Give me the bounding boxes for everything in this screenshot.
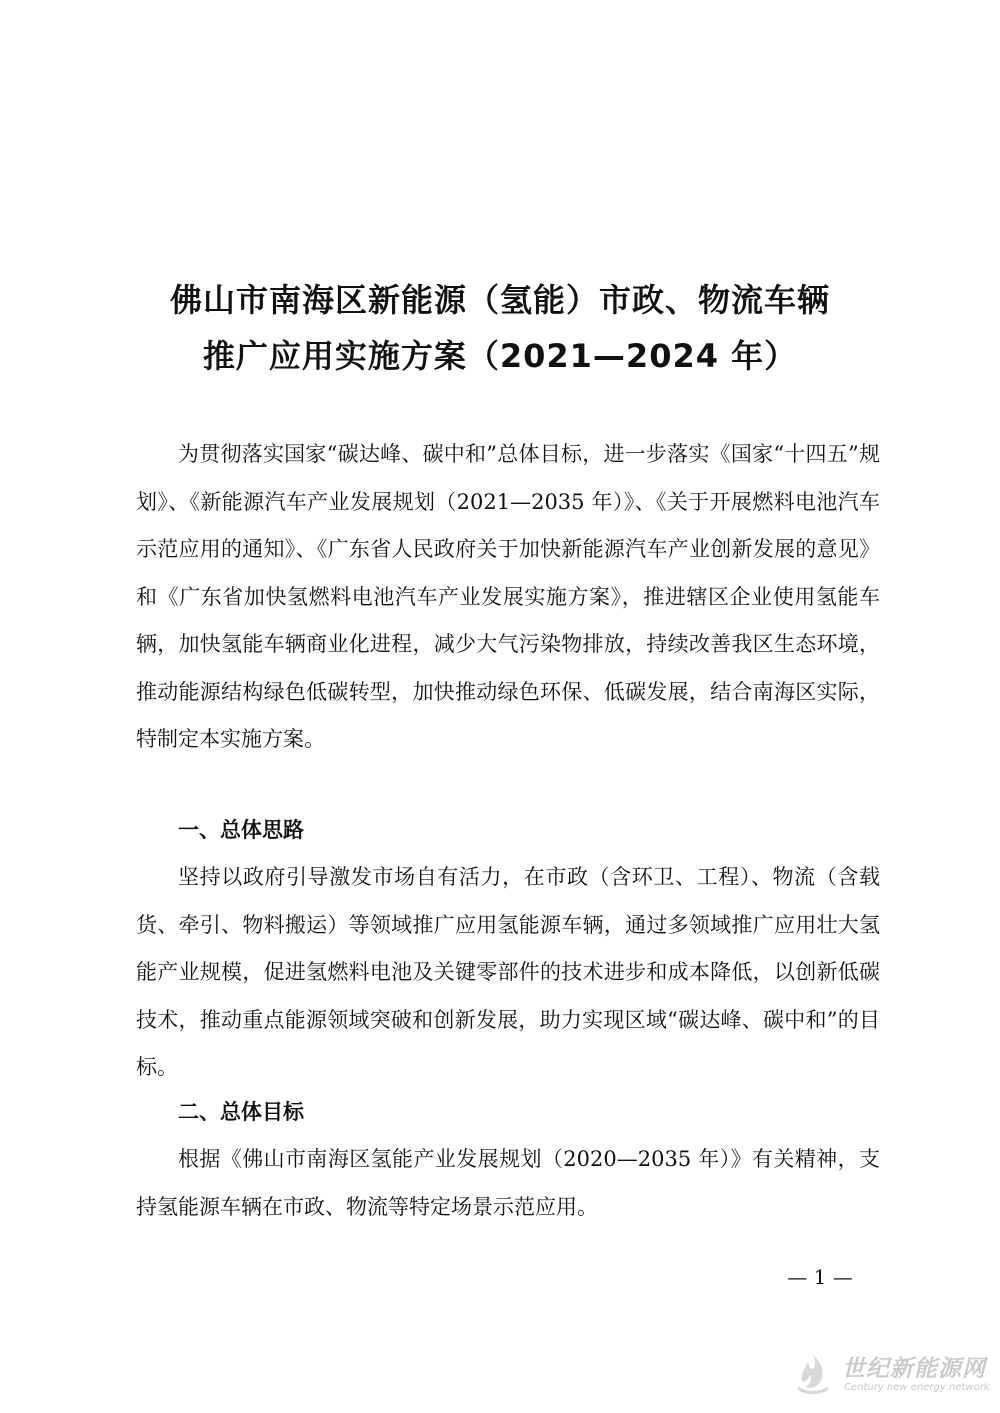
- document-title-line-1: 佛山市南海区新能源（氢能）市政、物流车辆: [169, 281, 830, 319]
- section-heading-overall-goal: 二、总体目标: [178, 1100, 304, 1124]
- section-1-paragraph-block: [136, 854, 880, 1092]
- flame-logo-icon: [790, 1350, 836, 1396]
- watermark-subtitle: Century new energy network: [844, 1382, 990, 1393]
- section-2-paragraph-block: [136, 1136, 880, 1231]
- section-1-paragraph: 坚持以政府引导激发市场自有活力，在市政（含环卫、工程）、物流（含载货、牵引、物料搬运）等领域推广应用氢能源车辆，通过多领域推广应用壮大氢能产业规模，促进氢燃料电池及关键零部件的技术进步和成本降低，以创新低碳技术，推动重点能源领域突破和创新发展，助力实现区域“碳达峰、碳中和”的目标。: [136, 865, 880, 1079]
- watermark-title: 世纪新能源网: [842, 1356, 986, 1382]
- page-number: — 1 —: [787, 1265, 853, 1289]
- intro-paragraph: 为贯彻落实国家“碳达峰、碳中和”总体目标，进一步落实《国家“十四五”规划》、《新能源汽车产业发展规划（2021—2035 年）》、《关于开展燃料电池汽车示范应用的通知》、《广东省人民政府关于加快新能源汽车产业创新发展的意见》和《广东省加快氢燃料电池汽车产业发展实施方案》，推进辖区企业使用氢能车辆，加快氢能车辆商业化进程，减少大气污染物排放，持续改善我区生态环境，推动能源结构绿色低碳转型，加快推动绿色环保、低碳发展，结合南海区实际，特制定本实施方案。: [136, 442, 880, 751]
- section-2-paragraph: 根据《佛山市南海区氢能产业发展规划（2020—2035 年）》有关精神，支持氢能源车辆在市政、物流等特定场景示范应用。: [136, 1147, 880, 1219]
- intro-paragraph-block: [136, 431, 880, 764]
- watermark: [790, 1346, 990, 1406]
- document-title-line-2: 推广应用实施方案（2021—2024 年）: [202, 337, 798, 375]
- section-heading-overall-approach: 一、总体思路: [178, 818, 304, 842]
